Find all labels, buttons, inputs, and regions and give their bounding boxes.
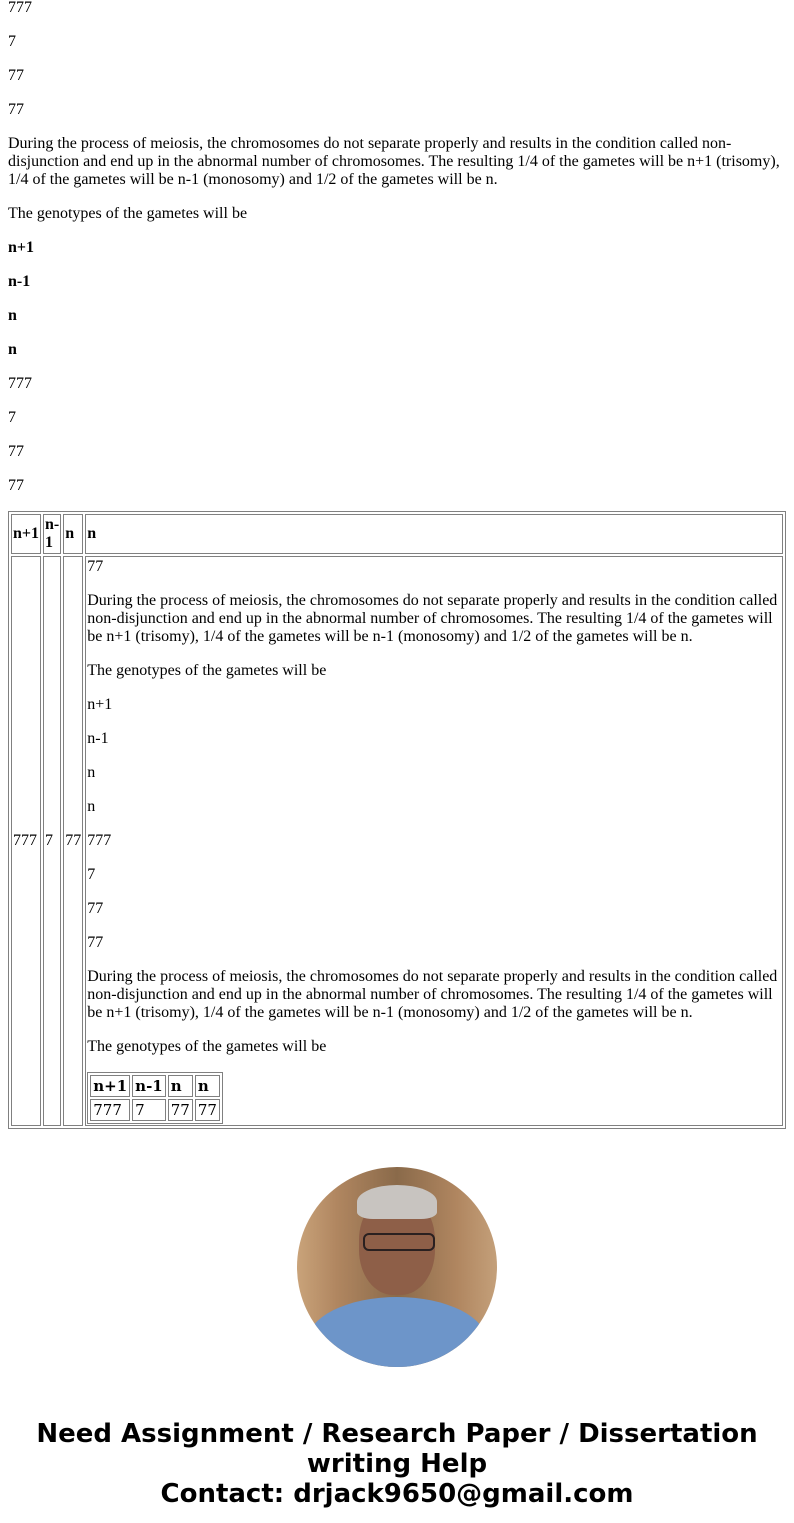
header-cell: n: [168, 1075, 193, 1097]
header-cell: n-1: [43, 514, 61, 554]
text-line: 77: [8, 443, 24, 460]
text-line: 777: [87, 832, 112, 849]
content-cell: [85, 556, 783, 1126]
header-cell: n: [85, 514, 783, 554]
text-line: 77: [8, 67, 24, 84]
cell: 7: [43, 556, 61, 1126]
text-line: 7: [87, 866, 96, 883]
paragraph: The genotypes of the gametes will be: [87, 1038, 327, 1055]
header-cell: n+1: [11, 514, 41, 554]
cell: 777: [11, 556, 41, 1126]
header-cell: n-1: [132, 1075, 166, 1097]
bold-line: n: [8, 341, 17, 358]
table-header-row: [11, 514, 783, 554]
paragraph: During the process of meiosis, the chromosomes do not separate properly and results in the condition called non-disjunction and end up in the abnormal number of chromosomes. The resulting 1/4 of the gametes will be n+1 (trisomy), 1/4 of the gametes will be n-1 (monosomy) and 1/2 of the gametes will be n.: [8, 135, 780, 188]
text-line: 77: [8, 101, 24, 118]
paragraph: During the process of meiosis, the chromosomes do not separate properly and results in the condition called non-disjunction and end up in the abnormal number of chromosomes. The resulting 1/4 of the gametes will be n+1 (trisomy), 1/4 of the gametes will be n-1 (monosomy) and 1/2 of the gametes will be n.: [87, 592, 778, 645]
text-line: 77: [87, 900, 104, 917]
text-line: n: [87, 798, 96, 815]
footer-headline: Need Assignment / Research Paper / Dissertation writing Help: [36, 1419, 758, 1479]
table-row: [11, 556, 783, 1126]
header-cell: n: [195, 1075, 220, 1097]
text-line: 7: [8, 409, 16, 426]
text-line: 77: [87, 558, 104, 575]
paragraph: The genotypes of the gametes will be: [8, 205, 248, 222]
bold-line: n-1: [8, 273, 31, 290]
inner-table: [87, 1072, 223, 1124]
text-line: n: [87, 764, 96, 781]
header-cell: n: [63, 514, 83, 554]
cell: 77: [63, 556, 83, 1126]
header-cell: n+1: [90, 1075, 130, 1097]
footer-contact: Contact: drjack9650@gmail.com: [160, 1479, 634, 1509]
paragraph: The genotypes of the gametes will be: [87, 662, 327, 679]
text-line: 777: [8, 375, 32, 392]
cell: 77: [168, 1099, 193, 1121]
cell: 7: [132, 1099, 166, 1121]
text-line: 777: [8, 0, 32, 16]
gametes-table: [8, 511, 786, 1129]
text-line: 77: [87, 934, 104, 951]
cell: 77: [195, 1099, 220, 1121]
text-line: 77: [8, 477, 24, 494]
text-line: 7: [8, 33, 16, 50]
paragraph: During the process of meiosis, the chromosomes do not separate properly and results in the condition called non-disjunction and end up in the abnormal number of chromosomes. The resulting 1/4 of the gametes will be n+1 (trisomy), 1/4 of the gametes will be n-1 (monosomy) and 1/2 of the gametes will be n.: [87, 968, 778, 1021]
cell: 777: [90, 1099, 130, 1121]
text-line: n-1: [87, 730, 109, 747]
author-avatar: [297, 1167, 497, 1367]
contact-banner: [0, 1419, 794, 1509]
bold-line: n+1: [8, 239, 35, 256]
bold-line: n: [8, 307, 17, 324]
text-line: n+1: [87, 696, 113, 713]
